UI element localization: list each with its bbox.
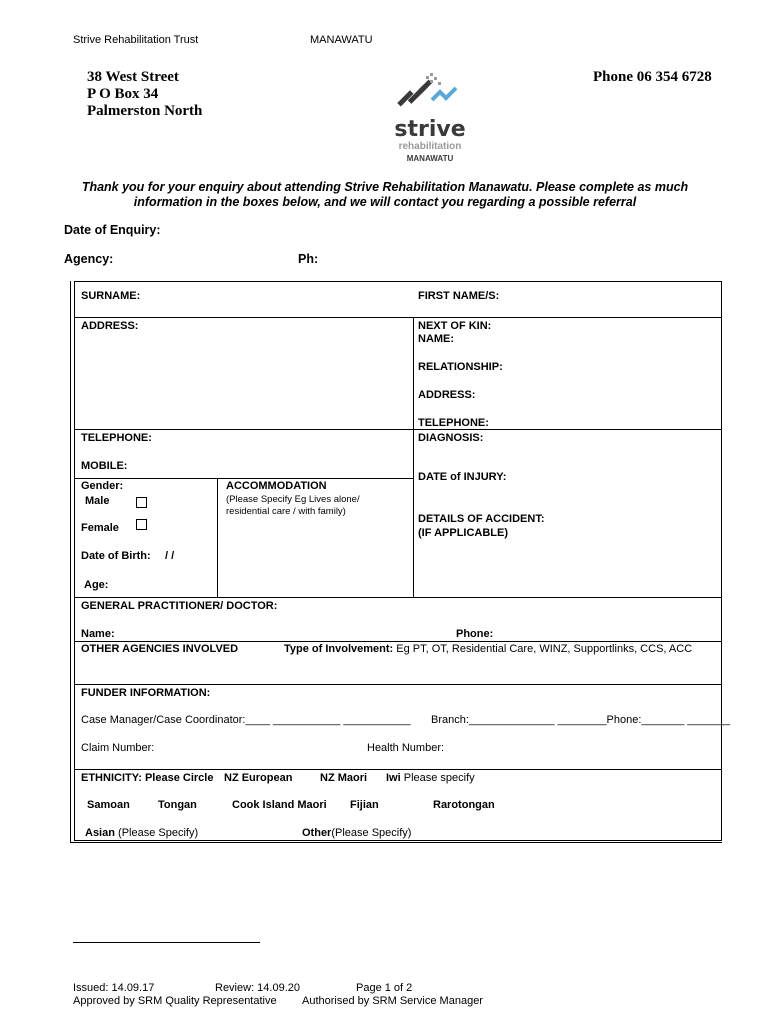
details-of-accident-label: DETAILS OF ACCIDENT: xyxy=(418,513,545,525)
ethnicity-label: ETHNICITY: Please Circle xyxy=(81,772,214,784)
address-label: ADDRESS: xyxy=(81,320,139,332)
ethnicity-iwi[interactable] xyxy=(386,772,475,784)
ph-label: Ph: xyxy=(298,252,319,266)
health-number-label: Health Number: xyxy=(367,742,445,754)
footer-review: Review: 14.09.20 xyxy=(215,982,300,994)
other-label: Other xyxy=(302,827,332,839)
iwi-please-specify: Please specify xyxy=(400,772,475,784)
gp-name-label: Name: xyxy=(81,628,115,640)
accommodation-label: ACCOMMODATION xyxy=(226,480,327,492)
diagnosis-label: DIAGNOSIS: xyxy=(418,432,484,444)
logo-mark-icon xyxy=(390,70,470,112)
surname-label: SURNAME: xyxy=(81,290,141,302)
date-of-birth-label: Date of Birth: xyxy=(81,550,151,562)
address-line-1: 38 West Street xyxy=(87,69,179,85)
strive-logo xyxy=(390,70,470,162)
funder-info-label: FUNDER INFORMATION: xyxy=(81,687,211,699)
first-names-label: FIRST NAME/S: xyxy=(418,290,500,302)
ethnicity-rarotongan[interactable]: Rarotongan xyxy=(433,799,495,811)
claim-number-label: Claim Number: xyxy=(81,742,155,754)
org-phone: Phone 06 354 6728 xyxy=(593,69,712,85)
age-label: Age: xyxy=(84,579,109,591)
footer-authorised: Authorised by SRM Service Manager xyxy=(302,995,483,1007)
footer-approved: Approved by SRM Quality Representative xyxy=(73,995,277,1007)
footer-issued: Issued: 14.09.17 xyxy=(73,982,155,994)
ethnicity-other[interactable] xyxy=(302,827,411,839)
address-line-2: P O Box 34 xyxy=(87,86,159,102)
header-region: MANAWATU xyxy=(310,34,373,46)
logo-sub: rehabilitation xyxy=(398,141,462,152)
header-org: Strive Rehabilitation Trust xyxy=(73,34,199,46)
footnote-rule xyxy=(73,942,260,943)
ethnicity-nz-european[interactable]: NZ European xyxy=(224,772,293,784)
date-of-injury-label: DATE of INJURY: xyxy=(418,471,507,483)
type-of-involvement-label: Type of Involvement: xyxy=(284,643,394,655)
logo-region: MANAWATU xyxy=(406,154,454,163)
nok-address-label: ADDRESS: xyxy=(418,389,476,401)
male-label: Male xyxy=(85,495,110,507)
branch-field: Branch:______________ ________Phone:_______ _______ xyxy=(431,714,731,726)
dob-separators: / / xyxy=(165,550,175,562)
type-of-involvement xyxy=(284,643,692,655)
intro-line-1: Thank you for your enquiry about attending Strive Rehabilitation Manawatu. Please complete as much xyxy=(81,180,689,194)
date-of-enquiry-label: Date of Enquiry: xyxy=(64,223,161,237)
other-note: (Please Specify) xyxy=(331,827,412,839)
logo-word: strive xyxy=(394,117,466,142)
asian-note: (Please Specify) xyxy=(114,827,199,839)
intro-line-2: information in the boxes below, and we will contact you regarding a possible referral xyxy=(133,195,637,209)
gp-phone-label: Phone: xyxy=(456,628,494,640)
nok-name-label: NAME: xyxy=(418,333,455,345)
next-of-kin-label: NEXT OF KIN: xyxy=(418,320,492,332)
type-of-involvement-value: Eg PT, OT, Residential Care, WINZ, Supportlinks, CCS, ACC xyxy=(393,643,693,655)
ethnicity-cook-island-maori[interactable]: Cook Island Maori xyxy=(232,799,327,811)
ethnicity-tongan[interactable]: Tongan xyxy=(158,799,197,811)
case-manager-field: Case Manager/Case Coordinator:____ ___________ ___________ xyxy=(81,714,411,726)
footer-page: Page 1 of 2 xyxy=(356,982,413,994)
ethnicity-nz-maori[interactable]: NZ Maori xyxy=(320,772,368,784)
asian-label: Asian xyxy=(85,827,115,839)
if-applicable-label: (IF APPLICABLE) xyxy=(418,527,509,539)
iwi-label: Iwi xyxy=(386,772,401,784)
ethnicity-samoan[interactable]: Samoan xyxy=(87,799,130,811)
agency-label: Agency: xyxy=(64,252,114,266)
accommodation-note-1: (Please Specify Eg Lives alone/ xyxy=(226,494,360,505)
telephone-label: TELEPHONE: xyxy=(81,432,152,444)
male-checkbox[interactable] xyxy=(136,497,147,508)
nok-telephone-label: TELEPHONE: xyxy=(418,417,489,429)
other-agencies-label: OTHER AGENCIES INVOLVED xyxy=(81,643,239,655)
ethnicity-asian[interactable] xyxy=(85,827,198,839)
relationship-label: RELATIONSHIP: xyxy=(418,361,503,373)
female-checkbox[interactable] xyxy=(136,519,147,530)
mobile-label: MOBILE: xyxy=(81,460,128,472)
accommodation-note-2: residential care / with family) xyxy=(226,506,346,517)
address-line-3: Palmerston North xyxy=(87,103,203,119)
female-label: Female xyxy=(81,522,119,534)
ethnicity-fijian[interactable]: Fijian xyxy=(350,799,379,811)
gender-label: Gender: xyxy=(81,480,124,492)
gp-label: GENERAL PRACTITIONER/ DOCTOR: xyxy=(81,600,278,612)
